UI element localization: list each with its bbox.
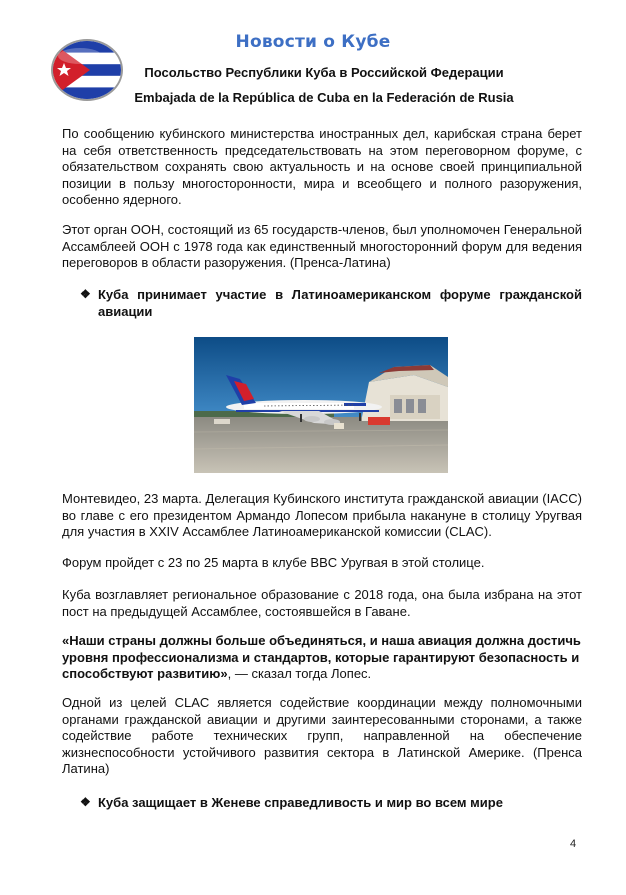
headline-aviation-forum — [80, 286, 582, 320]
paragraph-1: По сообщению кубинского министерства иностранных дел, карибская страна берет на себя ответственность председательствовать на этом переговорном форуме, с обязательством сохранять свою актуальность и на основе своей принципиальной позиции в пользу многосторонности, мира и всеобщего и полного разоружения, особенно ядерного. — [62, 126, 582, 207]
headline-geneva — [80, 794, 582, 811]
page-number: 4 — [570, 838, 577, 850]
paragraph-3: Монтевидео, 23 марта. Делегация Кубинского института гражданской авиации (IACC) во главе с его президентом Армандо Лопесом прибыла накануне в столицу Уругвая для участия в XXIV Ассамблее Латиноамериканской комиссии (CLAC). — [62, 491, 582, 539]
embassy-name-ru: Посольство Республики Куба в Российской Федерации — [144, 65, 504, 80]
headline-text: Куба принимает участие в Латиноамериканском форуме гражданской авиации — [98, 287, 582, 319]
paragraph-6-quote — [62, 633, 582, 683]
quote-attribution: , — сказал тогда Лопес. — [227, 666, 372, 681]
paragraph-4: Форум пройдет с 23 по 25 марта в клубе BBC Уругвая в этой столице. — [62, 555, 485, 570]
bullet-diamond-icon: ❖ — [80, 795, 91, 809]
paragraph-7: Одной из целей CLAC является содействие координации между полномочными органами гражданской авиации и другими заинтересованными сторонами, а также содействие работе технических групп, направленной на обеспечение жизнеспособности устойчивого развития сектора в Латинской Америке. (Пренса Латина) — [62, 695, 582, 776]
paragraph-5: Куба возглавляет региональное образование с 2018 года, она была избрана на этот пост на предыдущей Ассамблее, состоявшейся в Гаване. — [62, 587, 582, 619]
newsletter-title: Новости о Кубе — [235, 32, 391, 52]
bullet-diamond-icon: ❖ — [80, 287, 91, 301]
cubana-airplane-photo — [194, 337, 448, 473]
embassy-name-es: Embajada de la República de Cuba en la Federación de Rusia — [134, 90, 514, 105]
headline-text: Куба защищает в Женеве справедливость и мир во всем мире — [98, 795, 503, 810]
paragraph-2: Этот орган ООН, состоящий из 65 государств-членов, был уполномочен Генеральной Ассамблеей ООН с 1978 года как единственный многосторонний форум для ведения переговоров в области разоружения. (Пренса-Латина) — [62, 222, 582, 270]
quote-text: «Наши страны должны больше объединяться, и наша авиация должна достичь уровня профессионализма и стандартов, которые гарантируют безопасность и способствуют развитию» — [62, 633, 581, 681]
